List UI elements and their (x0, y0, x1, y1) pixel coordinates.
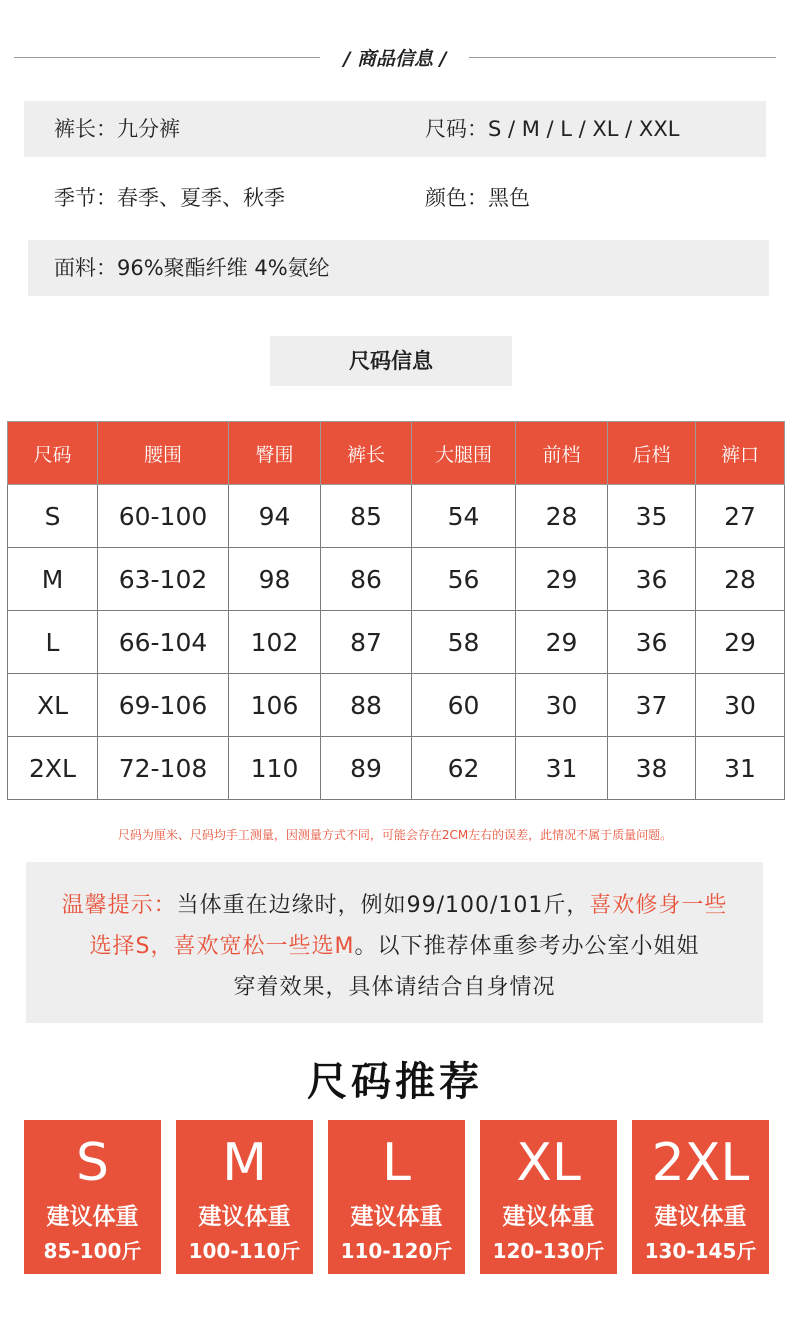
size-info-title: 尺码信息 (270, 336, 512, 386)
card-size: M (222, 1133, 267, 1193)
table-cell: 30 (696, 674, 785, 737)
tip-line-2 (26, 929, 763, 960)
table-row (8, 548, 785, 611)
card-weight-range: 120-130斤 (492, 1239, 605, 1263)
header-divider-right (469, 57, 776, 58)
table-cell: 88 (321, 674, 412, 737)
card-label: 建议体重 (198, 1204, 291, 1230)
section-title-product-info: / 商品信息 / (343, 48, 447, 70)
info-row-2 (24, 170, 766, 226)
table-header-row (8, 422, 785, 485)
card-size: 2XL (651, 1133, 750, 1193)
table-cell: 35 (608, 485, 696, 548)
card-size: S (75, 1133, 109, 1193)
table-cell: 60 (412, 674, 516, 737)
table-header-cell: 臀围 (229, 422, 321, 485)
table-cell: 58 (412, 611, 516, 674)
table-cell: L (8, 611, 98, 674)
tip-highlight: 选择S，喜欢宽松一些选M (89, 934, 355, 959)
table-cell: 37 (608, 674, 696, 737)
table-cell: 66-104 (98, 611, 229, 674)
table-cell: 31 (696, 737, 785, 800)
table-cell: 56 (412, 548, 516, 611)
table-cell: 89 (321, 737, 412, 800)
card-weight-range: 100-110斤 (188, 1239, 301, 1263)
table-cell: 29 (516, 611, 608, 674)
table-header-cell: 尺码 (8, 422, 98, 485)
recommend-card-s (24, 1120, 161, 1274)
table-cell: 86 (321, 548, 412, 611)
table-cell: 29 (516, 548, 608, 611)
table-cell: 62 (412, 737, 516, 800)
tip-line-3: 穿着效果，具体请结合自身情况 (233, 975, 556, 1000)
table-cell: XL (8, 674, 98, 737)
table-cell: 28 (516, 485, 608, 548)
table-cell: 94 (229, 485, 321, 548)
table-cell: 72-108 (98, 737, 229, 800)
table-header-cell: 后档 (608, 422, 696, 485)
recommend-card-l (328, 1120, 465, 1274)
table-cell: 106 (229, 674, 321, 737)
header-divider-left (14, 57, 320, 58)
table-row (8, 611, 785, 674)
table-cell: S (8, 485, 98, 548)
info-row-3 (28, 240, 769, 296)
pants-length-text: 裤长：九分裤 (54, 117, 180, 141)
recommend-card-m (176, 1120, 313, 1274)
tip-text: 。以下推荐体重参考办公室小姐姐 (354, 934, 700, 959)
size-table (7, 421, 785, 800)
recommend-title: 尺码推荐 (307, 1059, 483, 1105)
fabric-text: 面料：96%聚酯纤维 4%氨纶 (54, 256, 330, 280)
card-weight-range: 110-120斤 (340, 1239, 453, 1263)
tip-highlight: 喜欢修身一些 (589, 893, 728, 918)
tip-text: 当体重在边缘时，例如99/100/101斤， (176, 893, 590, 918)
table-cell: 30 (516, 674, 608, 737)
table-cell: 87 (321, 611, 412, 674)
card-label: 建议体重 (46, 1204, 139, 1230)
table-cell: 110 (229, 737, 321, 800)
table-header-cell: 大腿围 (412, 422, 516, 485)
table-cell: 69-106 (98, 674, 229, 737)
table-cell: 85 (321, 485, 412, 548)
tip-line-1 (26, 888, 763, 919)
table-row (8, 485, 785, 548)
table-cell: 28 (696, 548, 785, 611)
size-options-text: 尺码：S / M / L / XL / XXL (425, 117, 680, 141)
card-weight-range: 130-145斤 (644, 1239, 757, 1263)
card-size: L (382, 1133, 411, 1193)
card-label: 建议体重 (654, 1204, 747, 1230)
table-cell: 63-102 (98, 548, 229, 611)
table-cell: 36 (608, 548, 696, 611)
table-cell: 2XL (8, 737, 98, 800)
table-cell: 54 (412, 485, 516, 548)
card-label: 建议体重 (502, 1204, 595, 1230)
tip-box (26, 862, 763, 1023)
table-cell: 29 (696, 611, 785, 674)
info-row-1 (24, 101, 766, 157)
table-cell: 102 (229, 611, 321, 674)
table-cell: 27 (696, 485, 785, 548)
card-label: 建议体重 (350, 1204, 443, 1230)
table-cell: 31 (516, 737, 608, 800)
table-header-cell: 前档 (516, 422, 608, 485)
table-row (8, 674, 785, 737)
recommend-card-xl (480, 1120, 617, 1274)
card-size: XL (516, 1133, 581, 1193)
table-header-cell: 裤口 (696, 422, 785, 485)
table-cell: 38 (608, 737, 696, 800)
table-cell: M (8, 548, 98, 611)
table-cell: 36 (608, 611, 696, 674)
table-header-cell: 腰围 (98, 422, 229, 485)
table-row (8, 737, 785, 800)
table-header-cell: 裤长 (321, 422, 412, 485)
tip-prefix: 温馨提示： (61, 893, 177, 918)
recommend-card-2xl (632, 1120, 769, 1274)
table-cell: 60-100 (98, 485, 229, 548)
measurement-note: 尺码为厘米、尺码均手工测量，因测量方式不同，可能会存在2CM左右的误差，此情况不属于质量问题。 (117, 828, 673, 842)
card-weight-range: 85-100斤 (43, 1239, 142, 1263)
season-text: 季节：春季、夏季、秋季 (54, 186, 285, 210)
table-cell: 98 (229, 548, 321, 611)
color-text: 颜色：黑色 (425, 186, 530, 210)
